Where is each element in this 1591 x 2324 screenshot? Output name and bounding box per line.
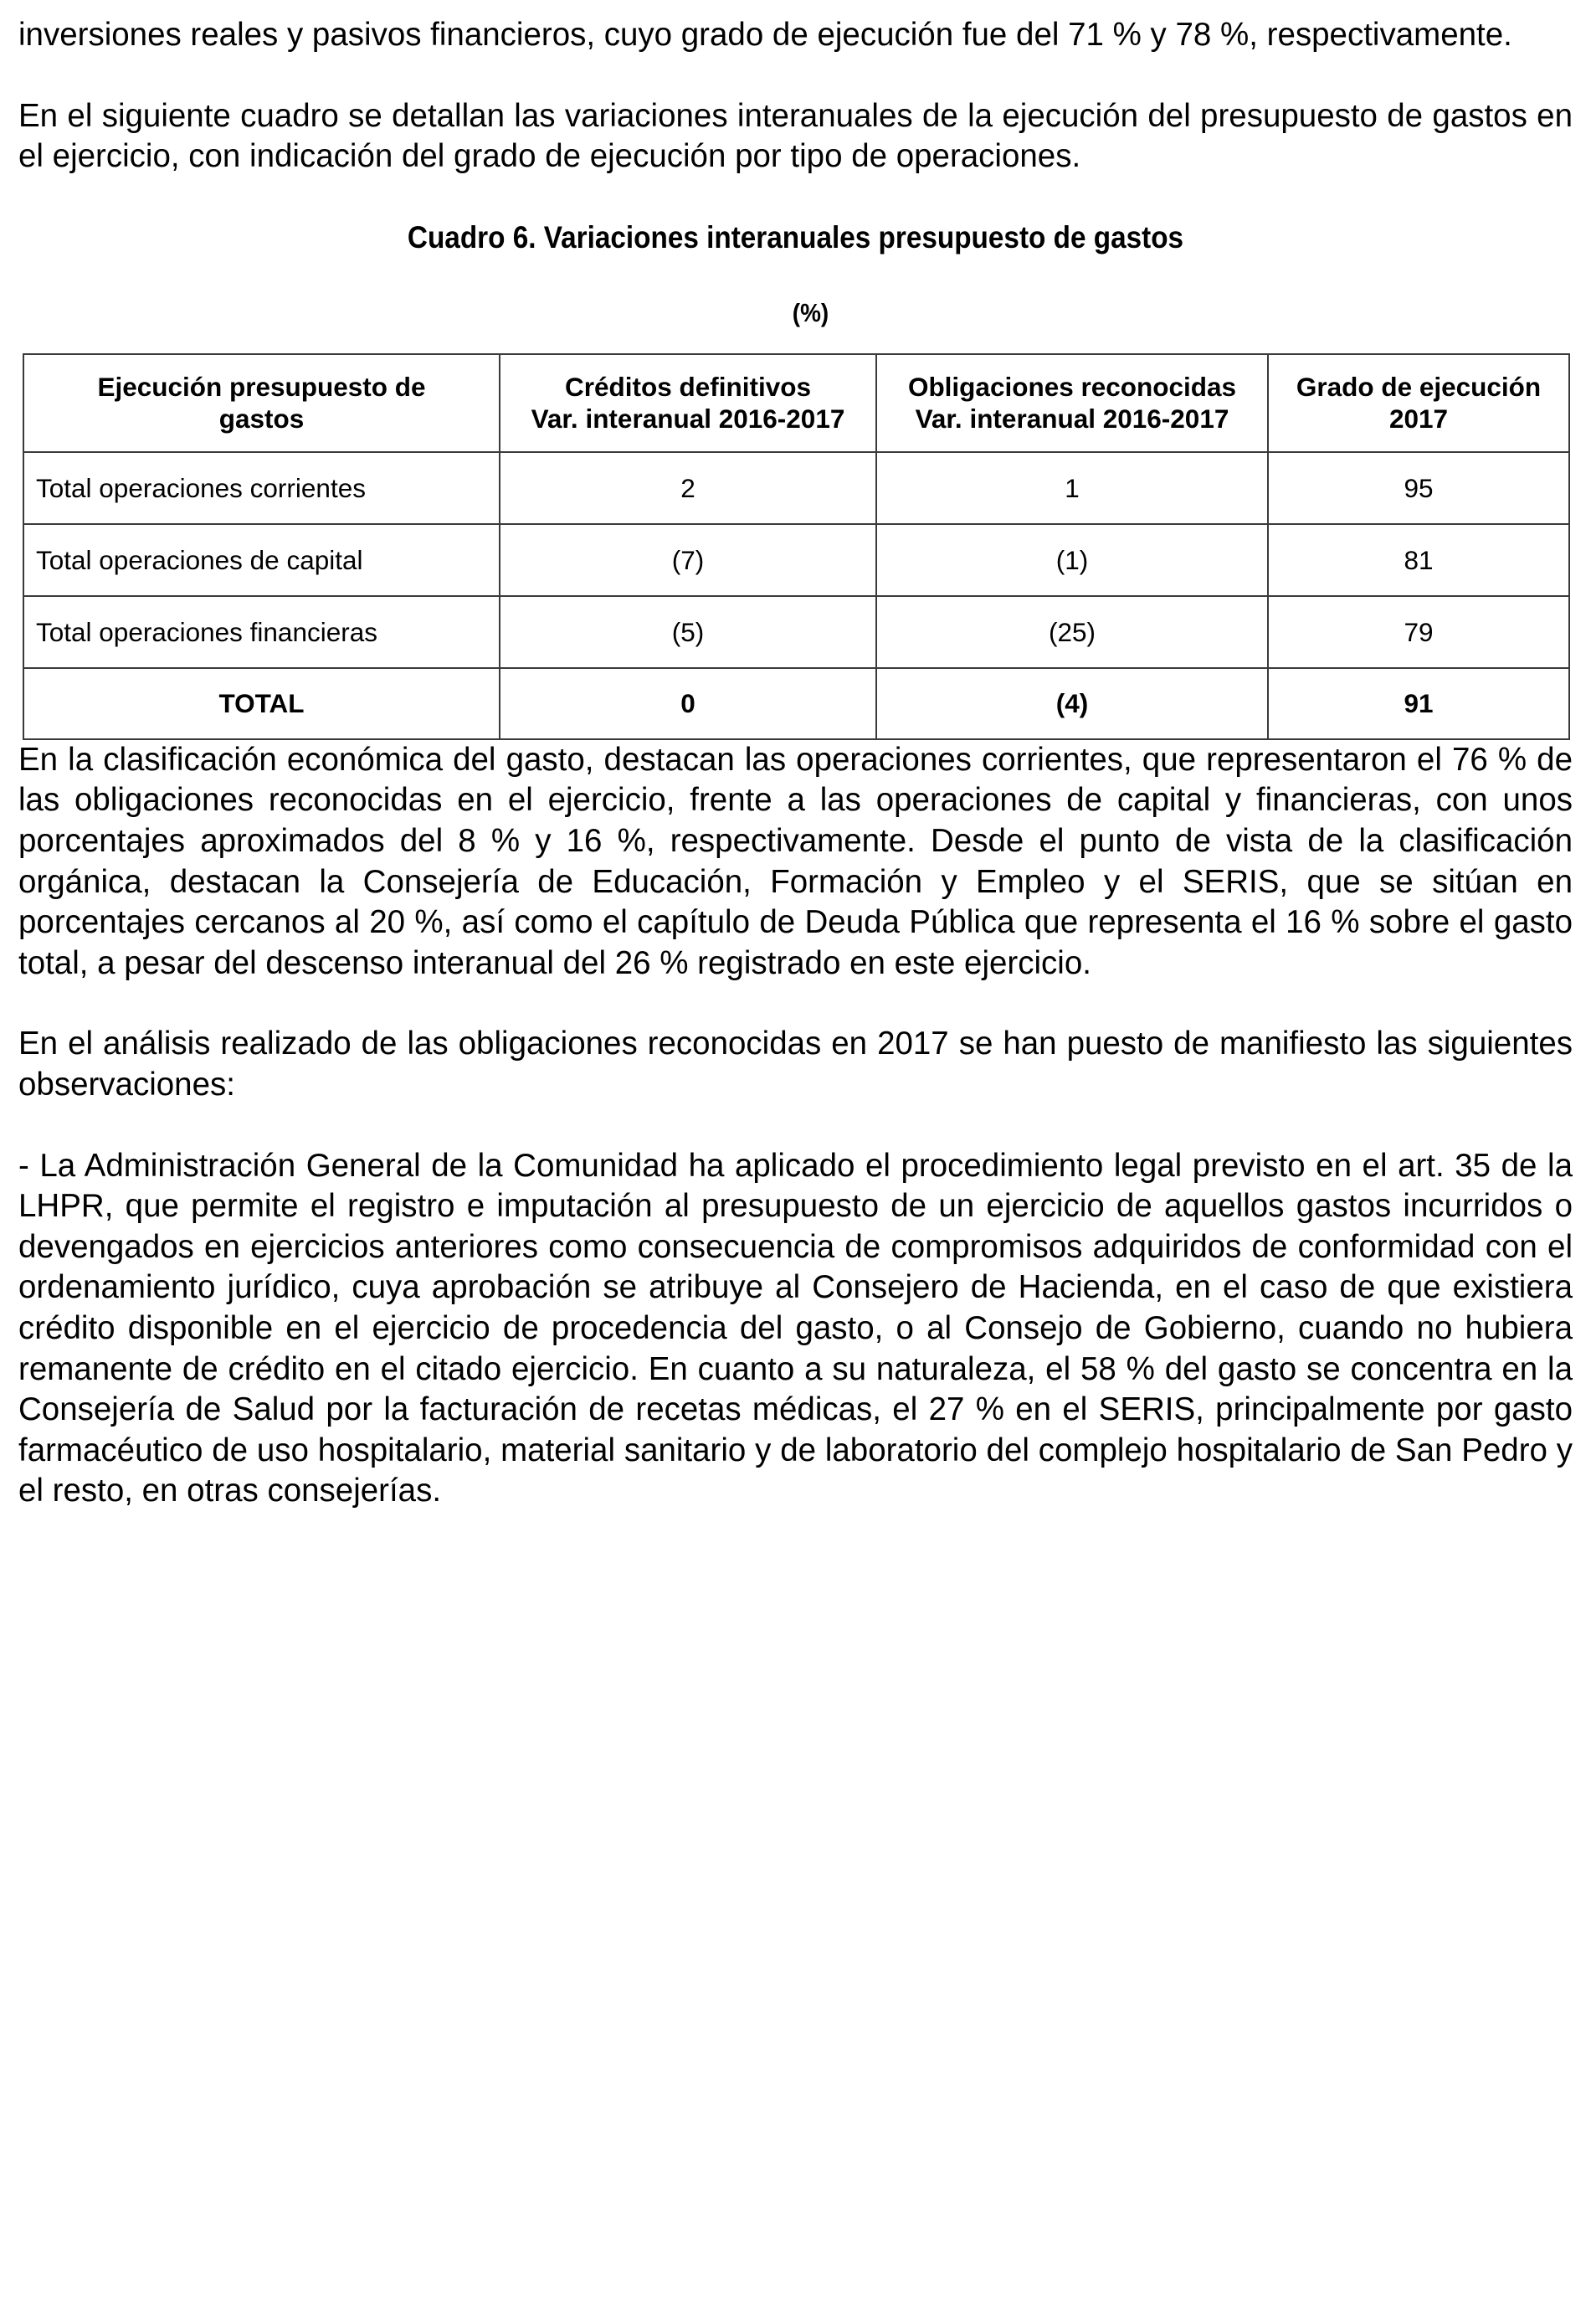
grado-value: 79 — [1268, 596, 1569, 668]
intro-paragraph-1: inversiones reales y pasivos financieros, cuyo grado de ejecución fue del 71 % y 78 %, respectivamente. — [18, 17, 1512, 53]
header-obligaciones-line-1: Obligaciones reconocidas — [907, 372, 1237, 403]
header-obligaciones — [876, 354, 1268, 452]
obligaciones-value: (1) — [876, 524, 1268, 596]
header-creditos-line-2: Var. interanual 2016-2017 — [531, 404, 845, 434]
table-unit: (%) — [792, 297, 829, 327]
total-grado-value: 91 — [1268, 668, 1569, 739]
creditos-value: (5) — [500, 596, 876, 668]
table-total-row — [23, 668, 1569, 739]
grado-value: 81 — [1268, 524, 1569, 596]
obligaciones-value: 1 — [876, 452, 1268, 524]
header-obligaciones-line-2: Var. interanual 2016-2017 — [915, 404, 1229, 434]
total-label: TOTAL — [23, 668, 500, 739]
header-ejecucion-label: Ejecución presupuesto de gastos — [97, 372, 426, 434]
body-paragraph-3: - La Administración General de la Comunidad ha aplicado el procedimiento legal previsto en el art. 35 de la LHPR, que permite el registro e imputación al presupuesto de un ejercicio de aquellos gastos incurridos o devengados en ejercicios anteriores como consecuencia de compromisos adquiridos de conformidad con el ordenamiento jurídico, cuya aprobación se atribuye al Consejero de Hacienda, en el caso de que existiera crédito disponible en el ejercicio de procedencia del gasto, o al Consejo de Gobierno, cuando no hubiera remanente de crédito en el citado ejercicio. En cuanto a su naturaleza, el 58 % del gasto se concentra en la Consejería de Salud por la facturación de recetas médicas, el 27 % en el SERIS, principalmente por gasto farmacéutico de uso hospitalario, material sanitario y de laboratorio del complejo hospitalario de San Pedro y el resto, en otras consejerías. — [18, 1147, 1573, 1509]
table-row — [23, 596, 1569, 668]
obligaciones-value: (25) — [876, 596, 1268, 668]
table-row — [23, 452, 1569, 524]
row-label: Total operaciones de capital — [23, 524, 500, 596]
grado-value: 95 — [1268, 452, 1569, 524]
total-obligaciones-value: (4) — [876, 668, 1268, 739]
header-grado-line-2: 2017 — [1388, 404, 1449, 434]
body-paragraph-2: En el análisis realizado de las obligaciones reconocidas en 2017 se han puesto de manifiesto las siguientes observaciones: — [18, 1026, 1573, 1103]
header-grado-line-1: Grado de ejecución — [1296, 372, 1542, 403]
header-grado — [1268, 354, 1569, 452]
row-label: Total operaciones financieras — [23, 596, 500, 668]
header-creditos — [500, 354, 876, 452]
header-creditos-line-1: Créditos definitivos — [564, 372, 812, 403]
document-page — [18, 15, 1573, 1512]
creditos-value: (7) — [500, 524, 876, 596]
row-label: Total operaciones corrientes — [23, 452, 500, 524]
budget-variation-table — [23, 353, 1570, 740]
table-row — [23, 524, 1569, 596]
body-paragraph-1: En la clasificación económica del gasto, destacan las operaciones corrientes, que representaron el 76 % de las obligaciones reconocidas en el ejercicio, frente a las operaciones de capital y financieras, con unos porcentajes aproximados del 8 % y 16 %, respectivamente. Desde el punto de vista de la clasificación orgánica, destacan la Consejería de Educación, Formación y Empleo y el SERIS, que se sitúan en porcentajes cercanos al 20 %, así como el capítulo de Deuda Pública que representa el 16 % sobre el gasto total, a pesar del descenso interanual del 26 % registrado en este ejercicio. — [18, 741, 1573, 981]
table-title: Cuadro 6. Variaciones interanuales presupuesto de gastos — [407, 219, 1184, 255]
creditos-value: 2 — [500, 452, 876, 524]
total-creditos-value: 0 — [500, 668, 876, 739]
intro-paragraph-2: En el siguiente cuadro se detallan las variaciones interanuales de la ejecución del presupuesto de gastos en el ejercicio, con indicación del grado de ejecución por tipo de operaciones. — [18, 97, 1573, 175]
table-header-row — [23, 354, 1569, 452]
header-ejecucion — [23, 354, 500, 452]
